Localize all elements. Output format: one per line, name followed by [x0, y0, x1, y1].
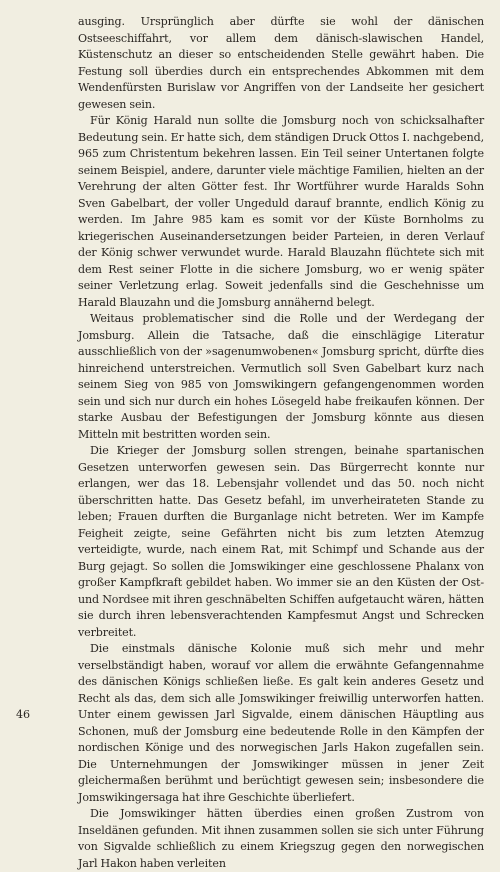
paragraph-5: Die einstmals dänische Kolonie muß sich mehr und mehr verselbständigt haben, worauf vor allem die erwähnte Gefangennahme des dänischen Königs schließen ließe. Es galt kein anderes Gesetz und Recht als das, dem sich alle Jomswikinger freiwillig unterworfen hatten. Unter einem gewissen Jarl Sigvalde, einem dänischen Häuptling aus Schonen, muß der Jomsburg eine bedeutende Rolle in den Kämpfen der nordischen Könige und des norwegischen Jarls Hakon zugefallen sein. Die Unternehmungen der Jomswikinger müssen in jener Zeit gleichermaßen berühmt und berüchtigt gewesen sein; insbesondere die Jomswikingersaga hat ihre Geschichte überliefert.: [78, 642, 484, 804]
paragraph-1: ausging. Ursprünglich aber dürfte sie wohl der dänischen Ostseeschiffahrt, vor allem dem dänisch-slawischen Handel, Küstenschutz an dieser so entscheidenden Stelle gewährt haben. Die Festung soll überdies durch ein entsprechendes Abkommen mit dem Wendenfürsten Burislaw vor Angriffen von der Landseite her gesichert gewesen sein.: [78, 15, 484, 111]
paragraph-6: Die Jomswikinger hätten überdies einen großen Zustrom von Inseldänen gefunden. Mit ihnen zusammen sollen sie sich unter Führung von Sigvalde schließlich zu einem Kriegszug gegen den norwegischen Jarl Hakon haben verleiten: [78, 807, 484, 870]
page-number: 46: [16, 708, 31, 721]
paragraph-3: Weitaus problematischer sind die Rolle und der Werdegang der Jomsburg. Allein die Tatsache, daß die einschlägige Literatur ausschließlich von der »sagenumwobenen« Jomsburg spricht, dürfte dies hinreichend unterstreichen. Vermutlich soll Sven Gabelbart kurz nach seinem Sieg von 985 von Jomswikingern gefangengenommen worden sein und sich nur durch ein hohes Lösegeld habe freikaufen können. Der starke Ausbau der Befestigungen der Jomsburg könnte aus diesen Mitteln mit bestritten worden sein.: [78, 312, 484, 441]
page-body: [78, 14, 484, 872]
paragraph-4: Die Krieger der Jomsburg sollen strengen, beinahe spartanischen Gesetzen unterworfen gewesen sein. Das Bürgerrecht konnte nur erlangen, wer das 18. Lebensjahr vollendet und das 50. noch nicht überschritten hatte. Das Gesetz befahl, im unverheirateten Stande zu leben; Frauen durften die Burganlage nicht betreten. Wer im Kampfe Feigheit zeigte, seine Gefährten nicht bis zum letzten Atemzug verteidigte, wurde, nach einem Rat, mit Schimpf und Schande aus der Burg gejagt. So sollen die Jomswikinger eine geschlossene Phalanx von großer Kampfkraft gebildet haben. Wo immer sie an den Küsten der Ost- und Nordsee mit ihren geschnäbelten Schiffen aufgetaucht wären, hätten sie durch ihren lebensverachtenden Kampfesmut Angst und Schrecken verbreitet.: [78, 444, 484, 639]
paragraph-2: Für König Harald nun sollte die Jomsburg noch von schicksalhafter Bedeutung sein. Er hatte sich, dem ständigen Druck Ottos I. nachgebend, 965 zum Christentum bekehren lassen. Ein Teil seiner Untertanen folgte seinem Beispiel, andere, darunter viele mächtige Familien, hielten an der Verehrung der alten Götter fest. Ihr Wortführer wurde Haralds Sohn Sven Gabelbart, der voller Ungeduld darauf brannte, endlich König zu werden. Im Jahre 985 kam es somit vor der Küste Bornholms zu kriegerischen Auseinandersetzungen beider Parteien, in deren Verlauf der König schwer verwundet wurde. Harald Blauzahn flüchtete sich mit dem Rest seiner Flotte in die sichere Jomsburg, wo er wenig später seiner Verletzung erlag. Soweit jedenfalls sind die Geschehnisse um Harald Blauzahn und die Jomsburg annähernd belegt.: [78, 114, 484, 309]
